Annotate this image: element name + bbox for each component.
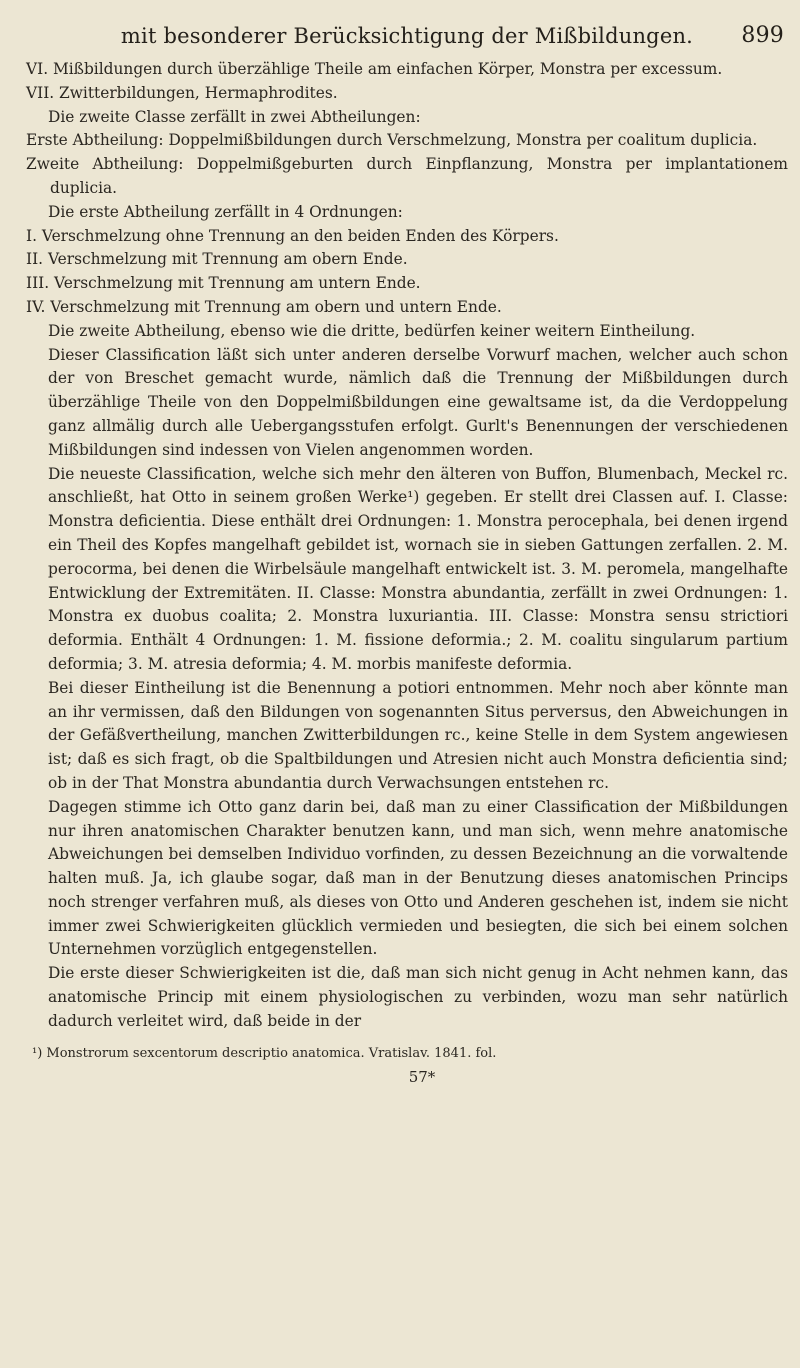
running-head-title: mit besonderer Berücksichtigung der Mißbildungen.: [120, 24, 694, 48]
second-division: Zweite Abtheilung: Doppelmißgeburten durch Einpflanzung, Monstra per implantationem duplicia.: [26, 155, 788, 197]
list-item-vi: VI. Mißbildungen durch überzählige Theile am einfachen Körper, Monstra per excessum.: [26, 60, 723, 78]
paragraph-orders-intro: Die erste Abtheilung zerfällt in 4 Ordnungen:: [48, 202, 403, 221]
running-head: [26, 18, 788, 54]
book-page: [26, 18, 788, 1358]
order-iii: III. Verschmelzung mit Trennung am untern Ende.: [26, 274, 421, 293]
paragraph-first-difficulty: Die erste dieser Schwierigkeiten ist die, daß man sich nicht genug in Acht nehmen kann, das anatomische Princip mit einem physiologischen zu verbinden, wozu man sehr natürlich dadurch verleitet wird, daß beide in der: [48, 964, 788, 1030]
order-ii: II. Verschmelzung mit Trennung am obern Ende.: [26, 250, 408, 269]
list-item-vii: VII. Zwitterbildungen, Hermaphrodites.: [26, 83, 338, 102]
paragraph-agreement-otto: Dagegen stimme ich Otto ganz darin bei, daß man zu einer Classification der Mißbildungen nur ihren anatomischen Charakter benutzen kann, und man sich, wenn mehre anatomische Abweichungen bei demselben Individuo vorfinden, zu dessen Bezeichnung an die vorwaltende halten muß. Ja, ich glaube sogar, daß man in der Benutzung dieses anatomischen Princips noch strenger verfahren muß, als dieses von Otto und Anderen geschehen ist, indem sie nicht immer zwei Schwierigkeiten glücklich vermieden und besiegten, die sich bei einem solchen Unternehmen vorzüglich entgegenstellen.: [48, 797, 788, 959]
order-i: I. Verschmelzung ohne Trennung an den beiden Enden des Körpers.: [26, 226, 559, 245]
page-number: 899: [741, 23, 784, 48]
paragraph-critique-gurlt: Dieser Classification läßt sich unter anderen derselbe Vorwurf machen, welcher auch schon der von Breschet gemacht wurde, nämlich daß die Trennung der Mißbildungen durch überzählige Theile von den Doppelmißbildungen eine gewaltsame ist, da die Verdoppelung ganz allmälig durch alle Uebergangsstufen erfolgt. Gurlt's Benennungen der verschiedenen Mißbildungen sind indessen von Vielen angenommen worden.: [48, 345, 788, 459]
footnote: ¹) Monstrorum sexcentorum descriptio anatomica. Vratislav. 1841. fol.: [32, 1045, 497, 1061]
body-text: [26, 58, 788, 1034]
paragraph-critique-otto: Bei dieser Eintheilung ist die Benennung a potiori entnommen. Mehr noch aber könnte man an ihr vermissen, daß den Bildungen von sogenannten Situs perversus, den Abweichungen in der Gefäßvertheilung, manchen Zwitterbildungen rc., keine Stelle in dem System angewiesen ist; daß es sich fragt, ob die Spaltbildungen und Atresien nicht auch Monstra deficientia sind; ob in der That Monstra abundantia durch Verwachsungen entstehen rc.: [48, 678, 788, 792]
signature-mark: 57*: [408, 1067, 436, 1086]
paragraph-second-division-note: Die zweite Abtheilung, ebenso wie die dritte, bedürfen keiner weitern Eintheilung.: [48, 321, 696, 340]
first-division: Erste Abtheilung: Doppelmißbildungen durch Verschmelzung, Monstra per coalitum duplicia.: [26, 131, 758, 150]
order-iv: IV. Verschmelzung mit Trennung am obern und untern Ende.: [26, 297, 502, 316]
paragraph-otto-classification: Die neueste Classification, welche sich mehr den älteren von Buffon, Blumenbach, Meckel rc. anschließt, hat Otto in seinem großen Werke¹) gegeben. Er stellt drei Classen auf. I. Classe: Monstra deficientia. Diese enthält drei Ordnungen: 1. Monstra perocephala, bei denen irgend ein Theil des Kopfes mangelhaft gebildet ist, wornach sie in sieben Gattungen zerfallen. 2. M. perocorma, bei denen die Wirbelsäule mangelhaft entwickelt ist. 3. M. peromela, mangelhafte Entwicklung der Extremitäten. II. Classe: Monstra abundantia, zerfällt in zwei Ordnungen: 1. Monstra ex duobus coalita; 2. Monstra luxuriantia. III. Classe: Monstra sensu strictiori deformia. Enthält 4 Ordnungen: 1. M. fissione deformia.; 2. M. coalitu singularum partium deformia; 3. M. atresia deformia; 4. M. morbis manifeste deformia.: [48, 464, 788, 673]
paragraph-second-class: Die zweite Classe zerfällt in zwei Abtheilungen:: [48, 107, 421, 126]
